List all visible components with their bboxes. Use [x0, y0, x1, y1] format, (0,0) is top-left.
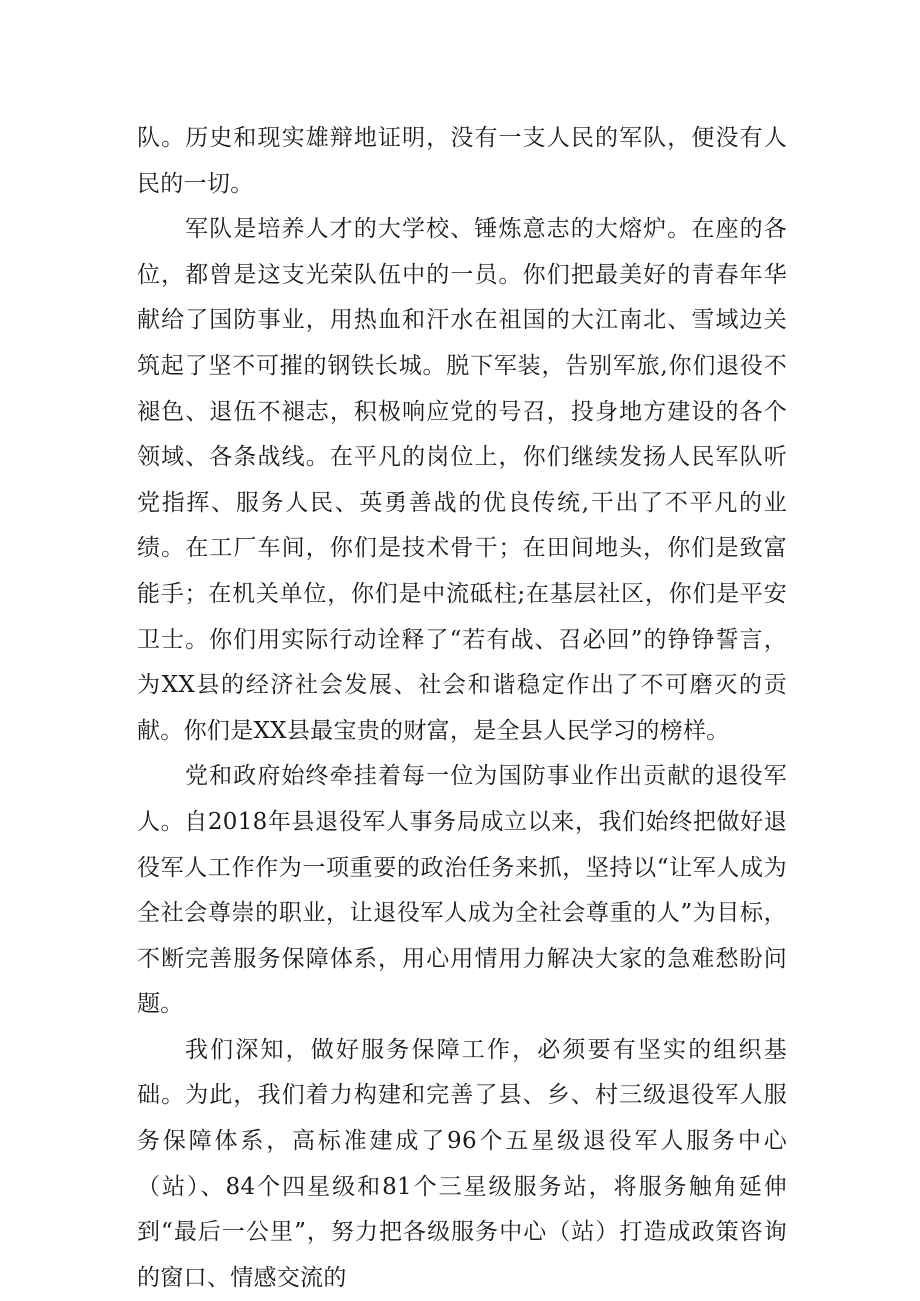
- paragraph-party-government: 党和政府始终牵挂着每一位为国防事业作出贡献的退役军人。自2018年县退役军人事务局成立以来，我们始终把做好退役军人工作作为一项重要的政治任务来抓，坚持以“让军人成为全社会尊崇的职业，让退役军人成为全社会尊重的人”为目标，不断完善服务保障体系，用心用情用力解决大家的急难愁盼问题。: [137, 763, 787, 1018]
- paragraph-service-system: 我们深知，做好服务保障工作，必须要有坚实的组织基础。为此，我们着力构建和完善了县、乡、村三级退役军人服务保障体系，高标准建成了96个五星级退役军人服务中心（站）、84个四星级和81个三星级服务站，将服务触角延伸到“最后一公里”，努力把各级服务中心（站）打造成政策咨询的窗口、情感交流的: [137, 1036, 787, 1291]
- paragraph-continuation: 队。历史和现实雄辩地证明，没有一支人民的军队，便没有人民的一切。: [137, 125, 787, 197]
- document-body: [137, 116, 787, 1301]
- paragraph-military-school: 军队是培养人才的大学校、锤炼意志的大熔炉。在座的各位，都曾是这支光荣队伍中的一员。你们把最美好的青春年华献给了国防事业，用热血和汗水在祖国的大江南北、雪域边关筑起了坚不可摧的钢铁长城。脱下军装，告别军旅,你们退役不褪色、退伍不褪志，积极响应党的号召，投身地方建设的各个领域、各条战线。在平凡的岗位上，你们继续发扬人民军队听党指挥、服务人民、英勇善战的优良传统,干出了不平凡的业绩。在工厂车间，你们是技术骨干；在田间地头，你们是致富能手；在机关单位，你们是中流砥柱;在基层社区，你们是平安卫士。你们用实际行动诠释了“若有战、召必回”的铮铮誓言，为XX县的经济社会发展、社会和谐稳定作出了不可磨灭的贡献。你们是XX县最宝贵的财富，是全县人民学习的榜样。: [137, 216, 787, 744]
